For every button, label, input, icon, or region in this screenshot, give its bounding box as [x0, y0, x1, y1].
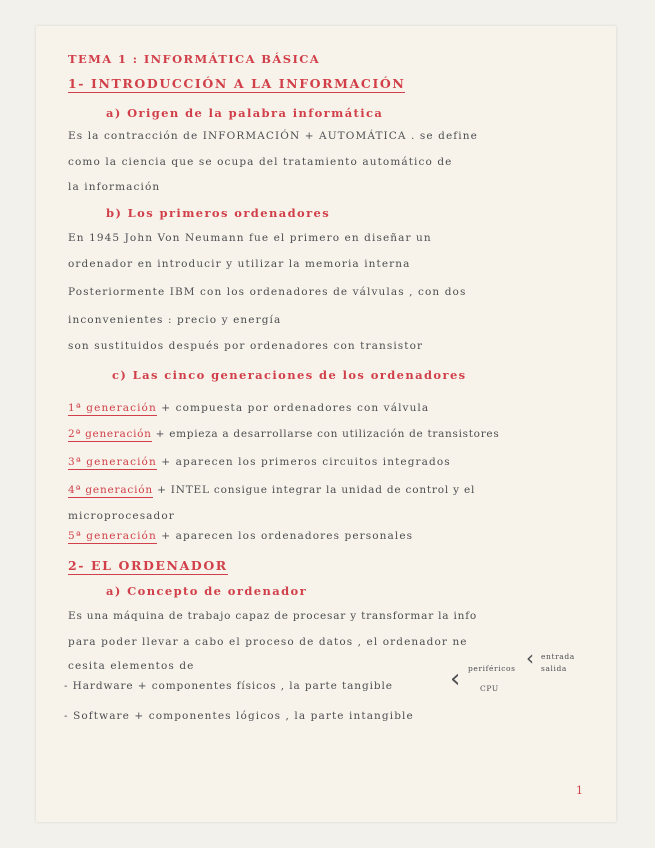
generation-text: + empieza a desarrollarse con utilización de transistores: [155, 428, 500, 440]
brace-item-entrada: entrada: [541, 652, 575, 661]
notebook-page: [36, 26, 616, 822]
subsection-b-heading: b) Los primeros ordenadores: [106, 206, 331, 220]
section-1-heading: 1- INTRODUCCIÓN A LA INFORMACIÓN: [68, 76, 406, 91]
text-line: Es la contracción de INFORMACIÓN + AUTOMÁTICA . se define: [68, 130, 478, 142]
generation-text: + aparecen los ordenadores personales: [161, 530, 414, 542]
text-line: la información: [68, 181, 161, 193]
text-line: En 1945 John Von Neumann fue el primero en diseñar un: [68, 232, 432, 244]
generation-label: 1ª generación: [68, 402, 157, 414]
text-line: para poder llevar a cabo el proceso de datos , el ordenador ne: [68, 636, 468, 648]
brace-item-cpu: CPU: [480, 684, 499, 693]
brace-item-perifericos: periféricos: [468, 664, 516, 673]
generation-label: 4ª generación: [68, 484, 153, 496]
brace-item-salida: salida: [541, 664, 567, 673]
text-line: Es una máquina de trabajo capaz de procesar y transformar la info: [68, 610, 478, 622]
generation-label: 5ª generación: [68, 530, 157, 542]
subsection-a-heading: a) Concepto de ordenador: [106, 584, 308, 598]
generation-line: [68, 530, 413, 542]
software-line: - Software + componentes lógicos , la parte intangible: [64, 710, 414, 722]
generation-line: [68, 428, 499, 440]
text-line: cesita elementos de: [68, 660, 195, 672]
text-line: Posteriormente IBM con los ordenadores de válvulas , con dos: [68, 286, 467, 298]
subsection-c-heading: c) Las cinco generaciones de los ordenadores: [112, 368, 467, 382]
brace-icon: ‹: [450, 664, 461, 694]
page-number: 1: [576, 784, 583, 797]
brace-icon: ‹: [526, 646, 534, 670]
section-2-heading: 2- EL ORDENADOR: [68, 558, 228, 573]
generation-text: + aparecen los primeros circuitos integrados: [161, 456, 451, 468]
generation-line: [68, 456, 451, 468]
text-line: microprocesador: [68, 510, 175, 522]
hardware-line: - Hardware + componentes físicos , la parte tangible: [64, 680, 393, 692]
text-line: inconvenientes : precio y energía: [68, 314, 282, 326]
text-line: ordenador en introducir y utilizar la memoria interna: [68, 258, 411, 270]
generation-label: 2ª generación: [68, 428, 152, 440]
generation-label: 3ª generación: [68, 456, 157, 468]
page-title: TEMA 1 : INFORMÁTICA BÁSICA: [68, 52, 321, 66]
generation-line: [68, 484, 475, 496]
text-line: como la ciencia que se ocupa del tratamiento automático de: [68, 156, 453, 168]
text-line: son sustituidos después por ordenadores con transistor: [68, 340, 424, 352]
generation-text: + compuesta por ordenadores con válvula: [161, 402, 430, 414]
subsection-a-heading: a) Origen de la palabra informática: [106, 106, 384, 120]
generation-line: [68, 402, 429, 414]
generation-text: + INTEL consigue integrar la unidad de control y el: [157, 484, 476, 496]
